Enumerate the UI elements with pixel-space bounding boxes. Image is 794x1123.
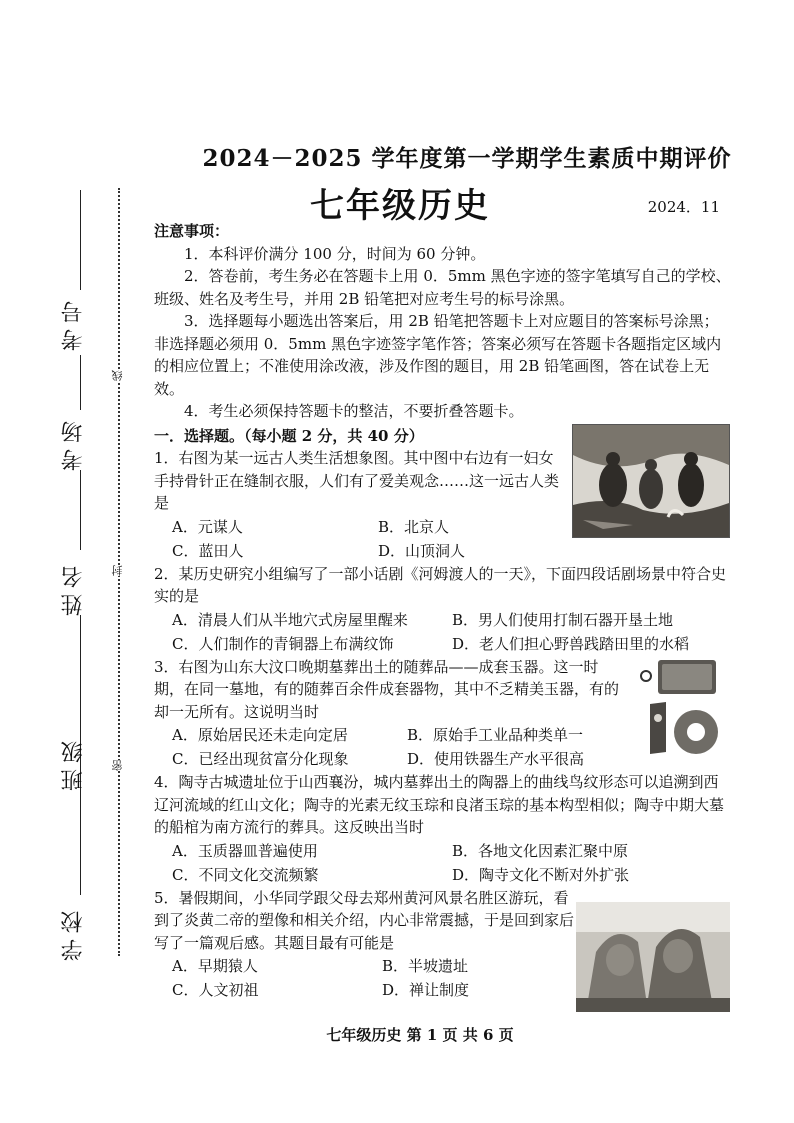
class-line <box>80 615 81 725</box>
exam-subject: 七年级历史 <box>310 186 490 226</box>
option-b: B．男人们使用打制石器开垦土地 <box>452 610 674 629</box>
option-c: C．不同文化交流频繁 <box>172 865 319 884</box>
yan-huang-statue-photo <box>576 902 730 1012</box>
number-line <box>80 190 81 290</box>
option-d: D．禅让制度 <box>382 981 470 999</box>
option-c: C．蓝田人 <box>172 541 244 560</box>
name-label: 姓名 <box>61 560 86 616</box>
notes-heading: 注意事项： <box>154 222 230 240</box>
options <box>154 608 732 656</box>
option-b: B．北京人 <box>378 517 450 536</box>
seal-char-mi: 密 <box>111 760 124 771</box>
room-label: 考场 <box>61 415 86 471</box>
option-c: C．已经出现贫富分化现象 <box>172 750 349 768</box>
option-d: D．老人们担心野兽践踏田里的水稻 <box>452 634 690 653</box>
number-label: 考号 <box>61 295 86 351</box>
question-stem: 5．暑假期间，小华同学跟父母去郑州黄河风景名胜区游玩，看到了炎黄二帝的塑像和相关介绍，内心非常震撼，于是回到家后写了一篇观后感。其题目最有可能是 <box>154 888 575 952</box>
binding-margin <box>0 0 140 1123</box>
section-heading: 一．选择题。（每小题 2 分，共 40 分） <box>154 426 424 445</box>
option-c: C．人们制作的青铜器上布满纹饰 <box>172 634 394 653</box>
jade-artifacts-photo <box>632 652 728 768</box>
class-label: 班级 <box>61 735 86 791</box>
question-stem: 2．某历史研究小组编写了一部小话剧《河姆渡人的一天》，下面四段话剧场景中符合史实的是 <box>154 564 727 605</box>
note-3: 3．选择题每小题选出答案后，用 2B 铅笔把答题卡上对应题目的答案标号涂黑；非选择题必须用 0．5mm 黑色字迹签字笔作答；答案必须写在答题卡各题指定区域内的相应位置上；不准使用涂改液，涉及作图的题目，用 2B 铅笔画图，答在试卷上无效。 <box>154 312 722 398</box>
option-b: B．半坡遗址 <box>382 957 469 975</box>
options <box>154 723 642 771</box>
options <box>154 515 584 563</box>
option-b: B．各地文化因素汇聚中原 <box>452 841 629 860</box>
option-d: D．使用铁器生产水平很高 <box>407 750 585 768</box>
question-4 <box>154 771 732 887</box>
option-c: C．人文初祖 <box>172 981 259 999</box>
seal-char-feng: 封 <box>111 565 124 576</box>
option-b: B．原始手工业品种类单一 <box>407 726 584 744</box>
jade-artifacts-drawing <box>632 652 728 768</box>
primitive-life-illustration <box>572 424 730 538</box>
options <box>154 954 592 1002</box>
exam-date: 2024．11 <box>647 198 720 216</box>
yan-huang-statue-drawing <box>576 902 730 1012</box>
note-2: 2．答卷前，考生务必在答题卡上用 0．5mm 黑色字迹的签字笔填写自己的学校、班级、姓名及考生号，并用 2B 铅笔把对应考生号的标号涂黑。 <box>154 267 731 308</box>
room-line <box>80 355 81 410</box>
question-stem: 3．右图为山东大汶口晚期墓葬出土的随葬品——成套玉器。这一时期，在同一墓地，有的随葬百余件成套器物，其中不乏精美玉器，有的却一无所有。这说明当时 <box>154 657 620 721</box>
option-a: A．清晨人们从半地穴式房屋里醒来 <box>172 610 408 629</box>
primitive-life-drawing <box>573 425 729 537</box>
question-2 <box>154 563 732 656</box>
note-4: 4．考生必须保持答题卡的整洁，不要折叠答题卡。 <box>184 402 524 420</box>
exam-content <box>154 220 732 1002</box>
name-line <box>80 470 81 550</box>
seal-char-xian: 线 <box>111 370 124 381</box>
note-1: 1．本科评价满分 100 分，时间为 60 分钟。 <box>184 244 486 263</box>
question-stem: 1．右图为某一远古人类生活想象图。其中图中右边有一妇女手持骨针正在缝制衣服，人们有了爱美观念……这一远古人类是 <box>154 449 560 512</box>
option-d: D．山顶洞人 <box>378 541 466 560</box>
option-a: A．玉质器皿普遍使用 <box>172 841 318 860</box>
question-stem: 4．陶寺古城遗址位于山西襄汾，城内墓葬出土的陶器上的曲线鸟纹形态可以追溯到西辽河流域的红山文化；陶寺的光素无纹玉琮和良渚玉琮的基本构型相似；陶寺中期大墓的船棺为南方流行的葬具。这反映出当时 <box>154 773 725 836</box>
options <box>154 839 732 887</box>
option-d: D．陶寺文化不断对外扩张 <box>452 865 630 884</box>
option-a: A．元谋人 <box>172 517 243 536</box>
exam-title: 2024－2025 学年度第一学期学生素质中期评价 <box>202 145 732 172</box>
option-a: A．原始居民还未走向定居 <box>172 726 348 744</box>
school-label: 学校 <box>61 905 86 961</box>
option-a: A．早期猿人 <box>172 957 258 975</box>
page-footer: 七年级历史 第 1 页 共 6 页 <box>326 1026 514 1044</box>
